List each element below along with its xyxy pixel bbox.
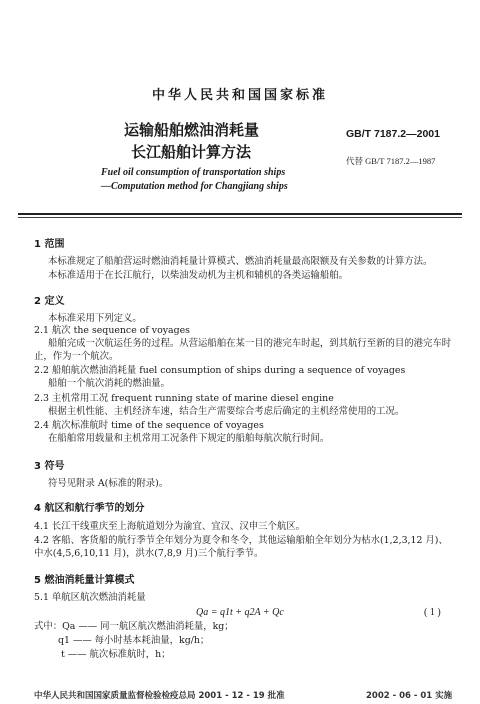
where-line-2: q1 —— 每小时基本耗油量，kg/h；	[58, 635, 210, 646]
section-2-3-heading: 2.3 主机常用工况 frequent running state of marine diesel engine	[34, 393, 334, 404]
section-2-4-heading: 2.4 航次标准航时 time of the sequence of voyages	[34, 420, 264, 431]
section-1-heading: 1 范围	[34, 239, 65, 250]
section-3-heading: 3 符号	[34, 461, 65, 472]
section-2-1-text-2: 止，作为一个航次。	[34, 351, 119, 362]
section-2-heading: 2 定义	[34, 296, 65, 307]
section-2-2-heading: 2.2 船舶航次燃油消耗量 fuel consumption of ships during a sequence of voyages	[34, 365, 406, 376]
section-5-heading: 5 燃油消耗量计算模式	[34, 575, 135, 586]
section-4-heading: 4 航区和航行季节的划分	[34, 503, 145, 514]
title-cn-line1: 运输船舶燃油消耗量	[124, 121, 260, 139]
footer-implementation: 2002 - 06 - 01 实施	[366, 691, 453, 701]
footer-approval: 中华人民共和国国家质量监督检验检疫总局 2001 - 12 - 19 批准	[34, 691, 285, 701]
title-cn-line2: 长江船舶计算方法	[131, 143, 252, 161]
standard-organization: 中华人民共和国国家标准	[151, 88, 328, 103]
section-4-2-text-2: 中水(4,5,6,10,11 月)，洪水(7,8,9 月)三个航行季节。	[34, 548, 264, 559]
header-rule-thin	[18, 217, 462, 218]
where-line-3: t —— 航次标准航时，h；	[61, 649, 171, 660]
formula-1-number: ( 1 )	[424, 607, 441, 618]
section-1-paragraph-2: 本标准适用于在长江航行，以柴油发动机为主机和辅机的各类运输船舶。	[48, 270, 349, 281]
section-2-4-text: 在船舶常用载量和主机常用工况条件下规定的船舶每航次航行时间。	[48, 433, 330, 444]
standard-code: GB/T 7187.2—2001	[346, 128, 440, 140]
formula-1: Qa = q1t + q2A + Qc	[196, 607, 284, 618]
title-en-line1: Fuel oil consumption of transportation ships	[101, 167, 286, 178]
section-2-intro: 本标准采用下列定义。	[48, 313, 142, 324]
where-line-1: 式中：Qa —— 同一航区航次燃油消耗量，kg；	[34, 621, 234, 632]
section-2-2-text: 船舶一个航次消耗的燃油量。	[48, 378, 170, 389]
section-1-paragraph-1: 本标准规定了船舶营运时燃油消耗量计算模式、燃油消耗量最高限额及有关参数的计算方法。	[48, 256, 433, 267]
section-4-1-text: 4.1 长江干线重庆至上海航道划分为渝宜、宜汉、汉申三个航区。	[34, 521, 306, 532]
section-5-1-heading: 5.1 单航区航次燃油消耗量	[34, 592, 146, 603]
section-2-1-heading: 2.1 航次 the sequence of voyages	[34, 325, 190, 336]
section-2-3-text: 根据主机性能、主机经济车速，结合生产需要综合考虑后确定的主机经常使用的工况。	[48, 406, 405, 417]
section-4-2-text-1: 4.2 客船、客货船的航行季节全年划分为夏令和冬令，其他运输船舶全年划分为枯水(1,2,3,12 月)、	[34, 535, 448, 546]
replaces-note: 代替 GB/T 7187.2—1987	[346, 156, 436, 166]
header-rule-thick	[18, 213, 462, 215]
title-en-line2: —Computation method for Changjiang ships	[101, 181, 288, 192]
section-2-1-text-1: 船舶完成一次航运任务的过程。从营运船舶在某一目的港完车时起，到其航行至新的目的港完车时	[48, 338, 452, 349]
section-3-text: 符号见附录 A(标准的附录)。	[48, 478, 169, 489]
